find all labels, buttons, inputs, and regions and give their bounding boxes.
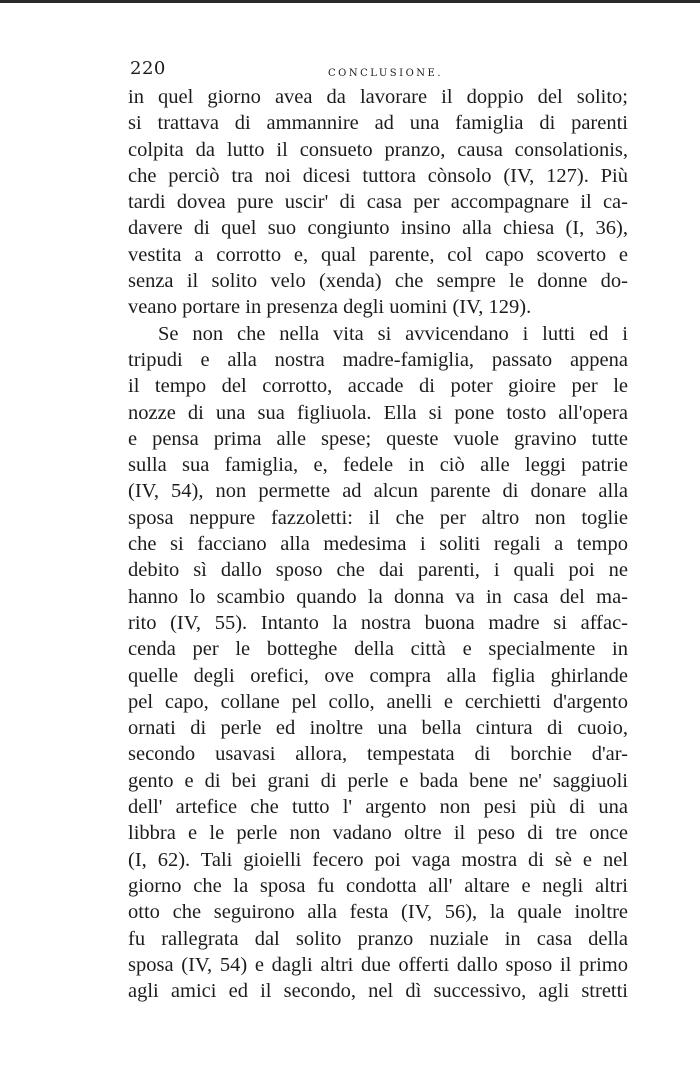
text-line: sposa (IV, 54) e dagli altri due offerti dallo sposo il primo [128,953,628,976]
text-line: hanno lo scambio quando la donna va in casa del ma- [128,585,628,608]
text-line: (IV, 54), non permette ad alcun parente di donare alla [128,480,628,503]
text-line: libbra e le perle non vadano oltre il peso di tre once [128,822,628,845]
text-line: tripudi e alla nostra madre-famiglia, passato appena [128,348,628,371]
text-line: (I, 62). Tali gioielli fecero poi vaga mostra di sè e nel [128,848,628,871]
text-line: sposa neppure fazzoletti: il che per altro non toglie [128,506,628,529]
text-line: debito sì dallo sposo che dai parenti, i quali poi ne [128,559,628,582]
text-line: che si facciano alla medesima i soliti regali a tempo [128,533,628,556]
text-line: il tempo del corrotto, accade di poter gioire per le [128,375,628,398]
text-line: otto che seguirono alla festa (IV, 56), la quale inoltre [128,901,628,924]
text-line: quelle degli orefici, ove compra alla figlia ghirlande [128,664,628,687]
text-line: secondo usavasi allora, tempestata di borchie d'ar- [128,743,628,766]
text-line: vestita a corrotto e, qual parente, col capo scoverto e [128,243,628,266]
paragraph [128,84,628,321]
text-line: Se non che nella vita si avvicendano i lutti ed i [158,322,628,345]
text-line: dell' artefice che tutto l' argento non pesi più di una [128,796,628,819]
book-page [128,56,628,1004]
text-line: cenda per le botteghe della città e specialmente in [128,638,628,661]
text-line: gento e di bei grani di perle e bada bene ne' saggiuoli [128,769,628,792]
running-head [128,56,628,84]
text-line: giorno che la sposa fu condotta all' altare e negli altri [128,874,628,897]
text-line: ornati di perle ed inoltre una bella cintura di cuoio, [128,717,628,740]
text-line: che perciò tra noi dicesi tuttora cònsolo (IV, 127). Più [128,164,628,187]
text-line: veano portare in presenza degli uomini (IV, 129). [128,296,532,319]
text-line: tardi dovea pure uscir' di casa per accompagnare il ca- [128,191,628,214]
page-number: 220 [130,58,166,79]
text-line: e pensa prima alle spese; queste vuole gravino tutte [128,427,628,450]
paragraph [128,321,628,1005]
text-line: colpita da lutto il consueto pranzo, causa consolationis, [128,138,628,161]
body-text [128,84,628,1004]
text-line: sulla sua famiglia, e, fedele in ciò alle leggi patrie [128,454,628,477]
text-line: fu rallegrata dal solito pranzo nuziale in casa della [128,927,628,950]
text-line: senza il solito velo (xenda) che sempre le donne do- [128,270,628,293]
text-line: nozze di una sua figliuola. Ella si pone tosto all'opera [128,401,628,424]
text-line: in quel giorno avea da lavorare il doppio del solito; [128,86,628,108]
text-line: rito (IV, 55). Intanto la nostra buona madre si affac- [128,611,628,634]
text-line: davere di quel suo congiunto insino alla chiesa (I, 36), [128,217,628,240]
text-line: pel capo, collane pel collo, anelli e cerchietti d'argento [128,690,628,713]
text-line: agli amici ed il secondo, nel dì successivo, agli stretti [128,980,628,1003]
running-title: CONCLUSIONE. [328,68,443,79]
top-edge-rule [0,0,700,3]
text-line: si trattava di ammannire ad una famiglia di parenti [128,112,628,135]
